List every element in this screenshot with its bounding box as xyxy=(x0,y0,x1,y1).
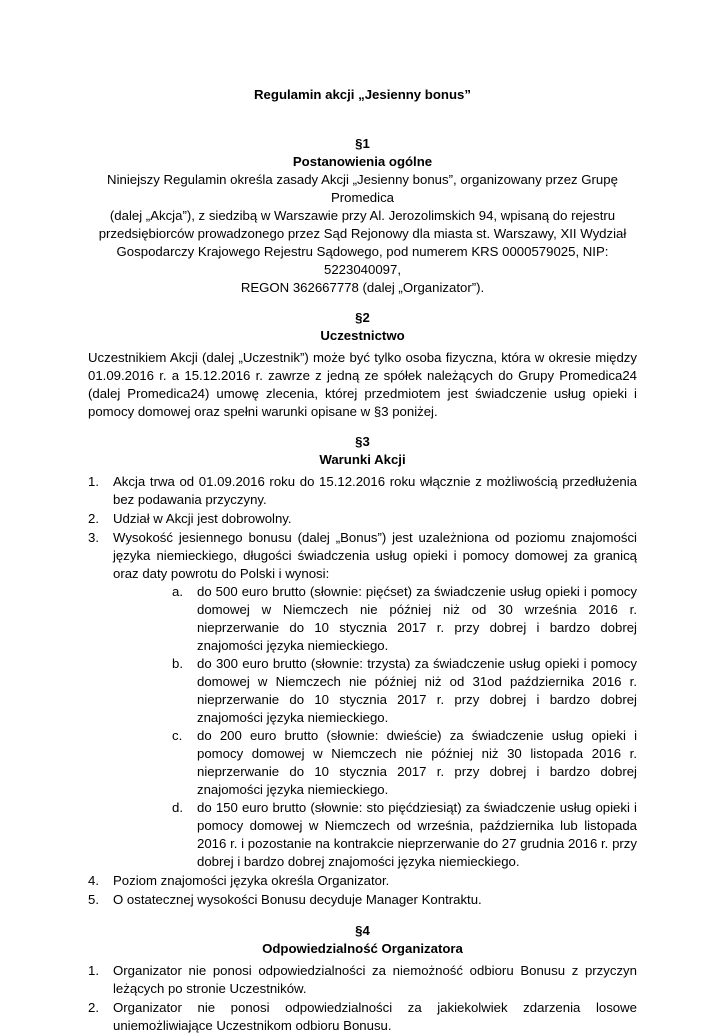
list-item-number: 1. xyxy=(88,963,99,978)
section-3 xyxy=(88,433,637,909)
list-item-text: Akcja trwa od 01.09.2016 roku do 15.12.2016 roku włącznie z możliwością przedłużenia bez podawania przyczyny. xyxy=(113,474,637,507)
bonus-tier-letter: b. xyxy=(172,656,183,671)
list-item-number: 2. xyxy=(88,1000,99,1015)
list-item xyxy=(88,962,637,998)
section-2-heading: Uczestnictwo xyxy=(320,328,405,343)
list-item-number: 2. xyxy=(88,511,99,526)
list-item xyxy=(88,473,637,509)
list-item-number: 3. xyxy=(88,530,99,545)
bonus-tier-letter: a. xyxy=(172,584,183,599)
list-item xyxy=(88,529,637,871)
bonus-tier-item xyxy=(172,583,637,655)
section-1-line: przedsiębiorców prowadzonego przez Sąd Rejonowy dla miasta st. Warszawy, XII Wydział xyxy=(98,226,627,241)
section-1-number: §1 xyxy=(355,136,370,151)
section-1-line: (dalej „Akcja”), z siedzibą w Warszawie przy Al. Jerozolimskich 94, wpisaną do rejestru xyxy=(109,208,616,223)
bonus-tier-item xyxy=(172,655,637,727)
list-item-number: 1. xyxy=(88,474,99,489)
bonus-tier-list xyxy=(113,583,637,871)
list-item-text: Poziom znajomości języka określa Organizator. xyxy=(113,873,390,888)
list-item xyxy=(88,891,637,909)
section-1-heading: Postanowienia ogólne xyxy=(292,154,433,169)
list-item-text: Organizator nie ponosi odpowiedzialności za niemożność odbioru Bonusu z przyczyn leżących po stronie Uczestników. xyxy=(113,963,637,996)
bonus-tier-text: do 150 euro brutto (słownie: sto pięćdziesiąt) za świadczenie usług opieki i pomocy domowej w Niemczech od września, października lub listopada 2016 r. i pozostanie na kontrakcie nieprzerwanie do 27 grudnia 2016 r. przy dobrej i bardzo dobrej znajomości języka niemieckiego. xyxy=(197,800,637,869)
section-2 xyxy=(88,309,637,421)
section-1-line: REGON 362667778 (dalej „Organizator”). xyxy=(240,280,485,295)
section-3-number: §3 xyxy=(355,434,370,449)
section-1-line: Gospodarczy Krajowego Rejestru Sądowego, pod numerem KRS 0000579025, NIP: 5223040097, xyxy=(116,244,609,277)
list-item-text: Wysokość jesiennego bonusu (dalej „Bonus”) jest uzależniona od poziomu znajomości języka niemieckiego, długości świadczenia usług opieki i pomocy domowej za granicą oraz daty powrotu do Polski i wynosi: xyxy=(113,530,637,581)
document-title: Regulamin akcji „Jesienny bonus” xyxy=(254,87,471,102)
list-item-text: O ostatecznej wysokości Bonusu decyduje Manager Kontraktu. xyxy=(113,892,482,907)
section-2-paragraph: Uczestnikiem Akcji (dalej „Uczestnik”) może być tylko osoba fizyczna, która w okresie między 01.09.2016 r. a 15.12.2016 r. zawrze z jedną ze spółek należących do Grupy Promedica24 (dalej Promedica24) umowę zlecenia, której przedmiotem jest świadczenie usług opieki i pomocy domowej oraz spełni warunki opisane w §3 poniżej. xyxy=(88,350,637,419)
section-3-list xyxy=(88,473,637,909)
list-item xyxy=(88,872,637,890)
list-item xyxy=(88,999,637,1035)
section-2-number: §2 xyxy=(355,310,370,325)
list-item xyxy=(88,510,637,528)
bonus-tier-letter: c. xyxy=(172,728,183,743)
section-1 xyxy=(88,135,637,297)
bonus-tier-letter: d. xyxy=(172,800,183,815)
list-item-number: 4. xyxy=(88,873,99,888)
bonus-tier-item xyxy=(172,799,637,871)
bonus-tier-item xyxy=(172,727,637,799)
list-item-number: 5. xyxy=(88,892,99,907)
bonus-tier-text: do 300 euro brutto (słownie: trzysta) za świadczenie usług opieki i pomocy domowej w Niemczech nie później niż od 31od października 2016 r. nieprzerwanie do 10 stycznia 2017 r. przy dobrej i bardzo dobrej znajomości języka niemieckiego. xyxy=(197,656,637,725)
section-4-list xyxy=(88,962,637,1035)
list-item-text: Organizator nie ponosi odpowiedzialności za jakiekolwiek zdarzenia losowe uniemożliwiające Uczestnikom odbioru Bonusu. xyxy=(113,1000,637,1033)
section-1-line: Niniejszy Regulamin określa zasady Akcji „Jesienny bonus”, organizowany przez Grupę Promedica xyxy=(107,172,618,205)
section-4-number: §4 xyxy=(355,923,370,938)
bonus-tier-text: do 200 euro brutto (słownie: dwieście) za świadczenie usług opieki i pomocy domowej w Niemczech nie później niż 30 listopada 2016 r. nieprzerwanie do 10 stycznia 2017 r. przy dobrej i bardzo dobrej znajomości języka niemieckiego. xyxy=(197,728,637,797)
section-4 xyxy=(88,922,637,1035)
section-4-heading: Odpowiedzialność Organizatora xyxy=(262,941,463,956)
section-3-heading: Warunki Akcji xyxy=(319,452,406,467)
list-item-text: Udział w Akcji jest dobrowolny. xyxy=(113,511,292,526)
bonus-tier-text: do 500 euro brutto (słownie: pięćset) za świadczenie usług opieki i pomocy domowej w Niemczech nie później niż od 30 września 2016 r. nieprzerwanie do 10 stycznia 2017 r. przy dobrej i bardzo dobrej znajomości języka niemieckiego. xyxy=(197,584,637,653)
